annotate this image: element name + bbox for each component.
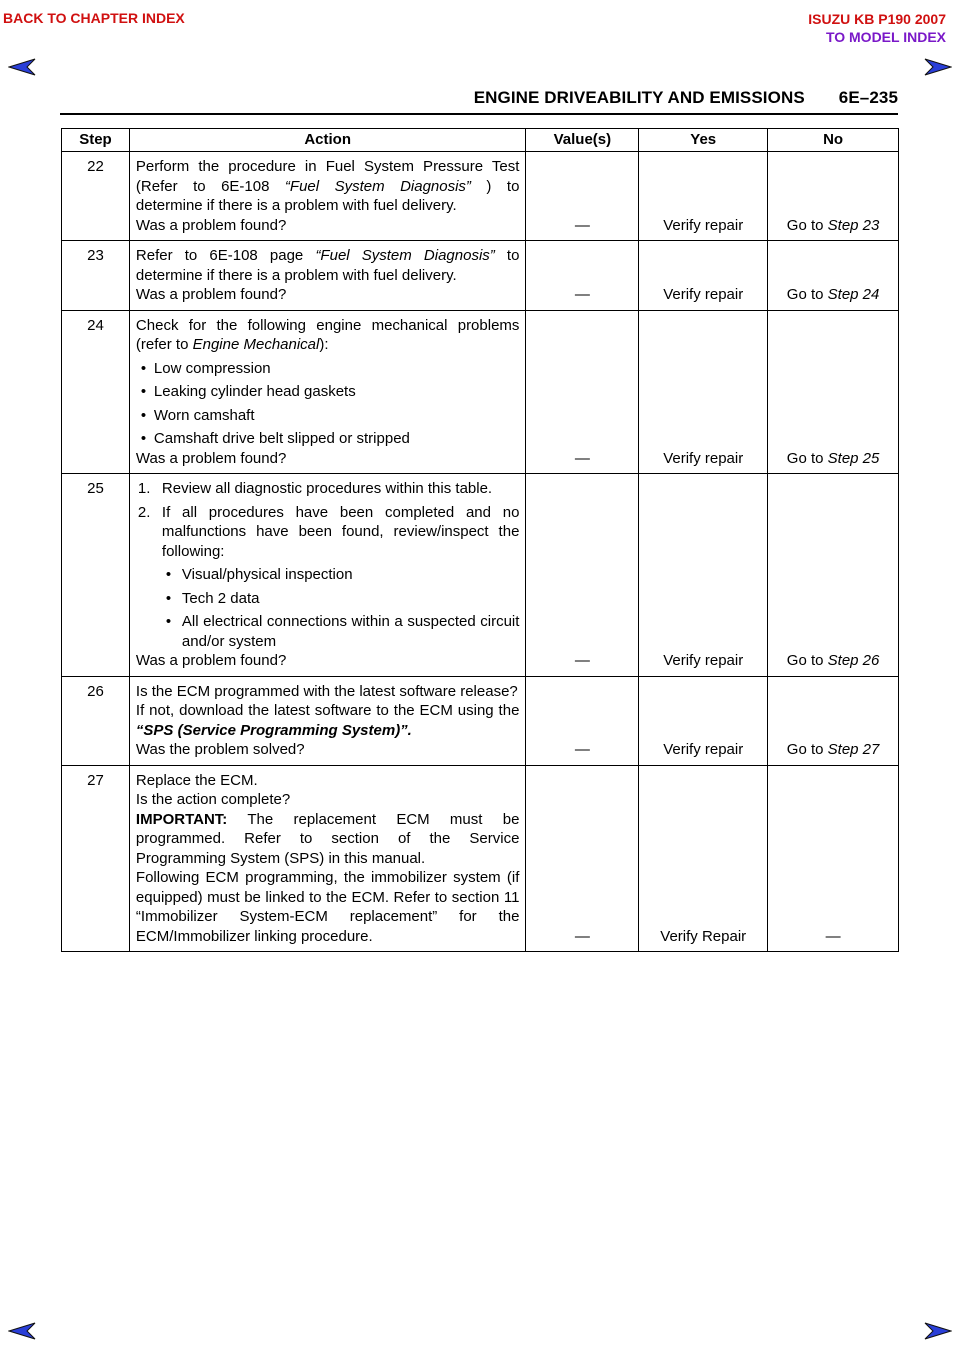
no-cell: Go to Step 25 [768, 310, 899, 474]
action-cell [129, 241, 526, 311]
question-text: Was a problem found? [135, 216, 287, 234]
previous-page-bottom-icon[interactable] [8, 1322, 38, 1340]
no-cell: Go to Step 24 [768, 241, 899, 311]
list-item: • Visual/physical inspection [136, 565, 520, 585]
action-text: Perform the procedure in Fuel System Pressure Test [135, 158, 520, 175]
step-number: 24 [62, 310, 130, 474]
list-item: • Worn camshaft [136, 406, 520, 426]
yes-cell: Verify repair [639, 676, 768, 765]
list-item: • Low compression [136, 359, 520, 379]
section-title: ENGINE DRIVEABILITY AND EMISSIONS [473, 88, 805, 107]
action-cell [129, 310, 526, 474]
step-link[interactable]: Step 25 [827, 449, 880, 467]
next-page-bottom-icon[interactable] [922, 1322, 952, 1340]
step-link[interactable]: Step 26 [827, 652, 880, 669]
col-header-values: Value(s) [526, 129, 639, 152]
next-page-top-icon[interactable] [922, 58, 952, 76]
no-cell: Go to Step 23 [768, 152, 899, 241]
action-cell [129, 765, 526, 952]
action-cell [129, 474, 526, 677]
page-header [60, 88, 898, 112]
previous-page-top-icon[interactable] [8, 58, 38, 76]
table-header-row [62, 129, 899, 152]
action-text: determine if there is a problem with fuel delivery. [135, 197, 457, 214]
action-text: Replace the ECM. [135, 771, 258, 789]
numbered-item: 1. Review all diagnostic procedures within this table. [137, 480, 493, 497]
step-number: 25 [62, 474, 130, 677]
page-number: 6E–235 [838, 88, 898, 107]
table-row [62, 241, 899, 311]
step-number: 23 [62, 241, 130, 311]
table-row [62, 310, 899, 474]
value-cell: — [526, 676, 639, 765]
list-item: • Tech 2 data [136, 589, 520, 609]
action-text: Following ECM programming, the immobilizer system (if equipped) must be linked to the ECM. Refer to section 11 “Immobilizer System-ECM replacement” for the ECM/Immobilizer linking procedure. [135, 869, 520, 945]
yes-cell: Verify repair [639, 310, 768, 474]
table-row [62, 474, 899, 677]
value-cell: — [526, 765, 639, 952]
question-text: Is the action complete? [135, 791, 291, 808]
value-cell: — [526, 474, 639, 677]
action-text: Is the ECM programmed with the latest software release? [135, 682, 518, 700]
question-text: Was a problem found? [135, 286, 287, 303]
question-text: Was a problem found? [135, 449, 287, 467]
action-text: Check for the following engine mechanical problems [135, 316, 520, 334]
table-row [62, 676, 899, 765]
step-link[interactable]: Step 23 [827, 216, 880, 234]
important-note: IMPORTANT: The replacement ECM must be programmed. Refer to section of the Service Programming System (SPS) in this manual. [135, 810, 520, 867]
col-header-no: No [768, 129, 899, 152]
no-cell: Go to Step 27 [768, 676, 899, 765]
table-row [62, 765, 899, 952]
yes-cell: Verify repair [639, 241, 768, 311]
col-header-yes: Yes [639, 129, 768, 152]
step-link[interactable]: Step 27 [827, 741, 880, 758]
action-text: (Refer to 6E-108 “Fuel System Diagnosis” ) to [135, 177, 520, 195]
step-number: 27 [62, 765, 130, 952]
action-text: Refer to 6E-108 page “Fuel System Diagnosis” to [135, 247, 520, 264]
yes-cell: Verify repair [639, 152, 768, 241]
action-cell [129, 152, 526, 241]
action-cell [129, 676, 526, 765]
step-number: 22 [62, 152, 130, 241]
yes-cell: Verify Repair [639, 765, 768, 952]
table-row [62, 152, 899, 241]
value-cell: — [526, 310, 639, 474]
list-item: • All electrical connections within a suspected circuit and/or system [136, 612, 520, 651]
question-text: Was the problem solved? [135, 741, 305, 758]
action-text: determine if there is a problem with fuel delivery. [135, 266, 457, 284]
model-title: ISUZU KB P190 2007 [808, 11, 946, 27]
value-cell: — [526, 241, 639, 311]
back-to-chapter-index-link[interactable]: BACK TO CHAPTER INDEX [3, 10, 185, 26]
col-header-step: Step [62, 129, 130, 152]
col-header-action: Action [129, 129, 526, 152]
to-model-index-link[interactable]: TO MODEL INDEX [825, 29, 946, 45]
list-item: • Leaking cylinder head gaskets [136, 382, 520, 402]
yes-cell: Verify repair [639, 474, 768, 677]
list-item: • Camshaft drive belt slipped or stripped [136, 429, 520, 449]
no-cell: — [768, 765, 899, 952]
header-rule [60, 113, 898, 115]
step-link[interactable]: Step 24 [827, 286, 880, 303]
value-cell: — [526, 152, 639, 241]
model-index-block [808, 10, 946, 46]
step-number: 26 [62, 676, 130, 765]
question-text: Was a problem found? [135, 652, 287, 669]
diagnostic-table [61, 128, 899, 952]
no-cell: Go to Step 26 [768, 474, 899, 677]
numbered-item: 2. If all procedures have been completed and no malfunctions have been found, review/inspect the following: [137, 503, 520, 560]
action-text: If not, download the latest software to the ECM using the “SPS (Service Programming System)”. [135, 702, 520, 739]
action-text: (refer to Engine Mechanical): [135, 336, 329, 353]
